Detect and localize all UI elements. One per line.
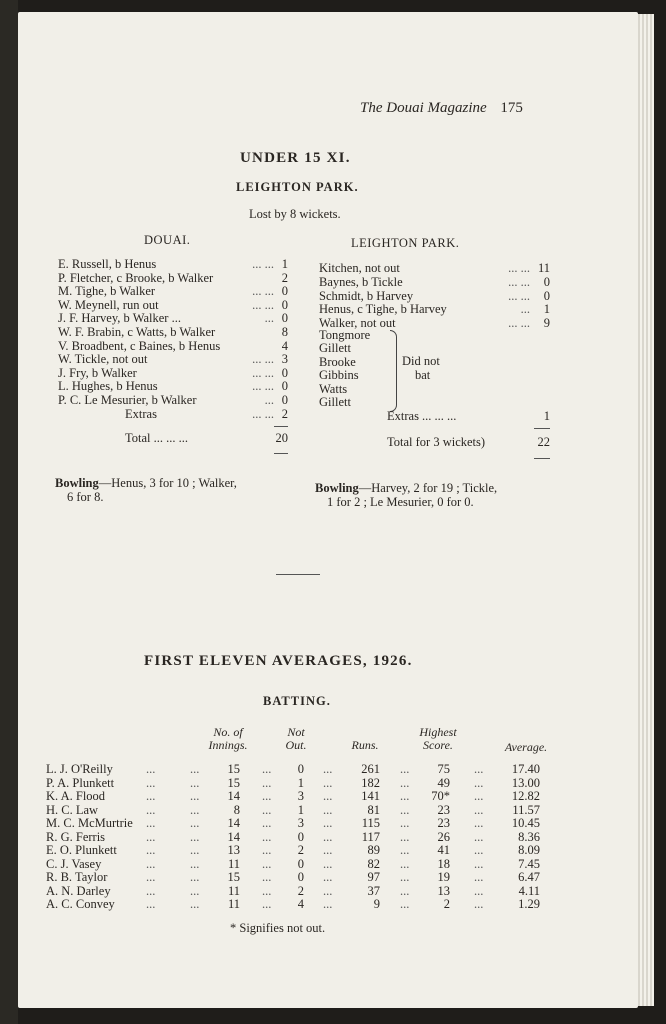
player-name: M. C. McMurtrie	[46, 816, 133, 830]
player-name: P. A. Plunkett	[46, 775, 115, 790]
leader-dots: ...	[323, 843, 333, 857]
cell-innings: 15	[227, 870, 240, 884]
cell-not-out: 0	[297, 762, 304, 776]
leader-dots: ...	[323, 897, 333, 911]
leader-dots: ...	[474, 870, 484, 884]
player-name: C. J. Vasey	[46, 856, 102, 871]
cell-not-out: 4	[297, 897, 304, 911]
batter-name: M. Tighe, b Walker	[58, 284, 156, 299]
leader-dots: ...	[323, 829, 333, 844]
douai-total-label: Total ... ... ...	[125, 431, 189, 445]
leader-dots: ...	[146, 843, 156, 857]
player-name: K. A. Flood	[46, 789, 106, 803]
cell-average: 7.45	[518, 856, 540, 871]
cell-average: 10.45	[511, 816, 540, 830]
leader-dots: ...	[474, 762, 484, 776]
batter-name: Walker, not out	[319, 316, 396, 331]
cell-average: 4.11	[518, 883, 540, 898]
leader-dots: ...	[262, 762, 272, 776]
batter-runs: 8	[281, 325, 288, 339]
batter-runs: 0	[281, 365, 288, 380]
leader-dots: ...	[262, 802, 272, 817]
leighton-extras-label: Extras ... ... ...	[387, 409, 457, 423]
leader-dots: ...	[400, 843, 410, 857]
leader-dots: ...	[190, 802, 200, 817]
leader-dots: ...	[190, 870, 200, 884]
leader-dots: ...	[323, 775, 333, 790]
cell-average: 8.09	[518, 843, 540, 857]
batter-runs: 0	[543, 274, 550, 289]
col-highest-header-1: Highest	[419, 725, 457, 739]
batter-name: W. Meynell, run out	[58, 297, 159, 312]
leader-dots: ...	[400, 802, 410, 817]
leader-dots: ...	[190, 816, 200, 830]
cell-highest: 13	[437, 883, 450, 898]
col-runs-header: Runs.	[351, 738, 379, 752]
leader-dots: ...	[190, 843, 200, 857]
batter-name: L. Hughes, b Henus	[58, 379, 158, 394]
player-name: H. C. Law	[46, 802, 99, 817]
cell-runs: 182	[361, 775, 380, 790]
leader-dots: ...	[190, 897, 200, 911]
cell-innings: 11	[227, 856, 240, 871]
batter-runs: 3	[281, 352, 288, 367]
col-innings-header-2: Innings.	[208, 738, 248, 752]
did-not-bat-name: Tongmore	[319, 328, 371, 342]
leader-dots: ...	[323, 802, 333, 817]
cell-innings: 13	[227, 843, 240, 857]
averages-title: FIRST ELEVEN AVERAGES, 1926.	[144, 653, 413, 669]
bowling-figures-2: 1 for 2 ; Le Mesurier, 0 for 0.	[327, 495, 474, 509]
player-name: R. G. Ferris	[46, 829, 106, 844]
leader-dots: ...	[146, 829, 156, 844]
cell-highest: 23	[437, 802, 450, 817]
did-not-bat-name: Brooke	[319, 354, 356, 369]
player-name: A. C. Convey	[46, 897, 115, 911]
col-innings-header-1: No. of	[213, 725, 243, 739]
leader-dots: ...	[264, 311, 274, 326]
divider	[274, 426, 288, 427]
cell-runs: 9	[373, 897, 380, 911]
cell-average: 12.82	[511, 789, 540, 803]
leader-dots: ...	[190, 762, 200, 776]
leader-dots: ...	[190, 856, 200, 871]
leader-dots: ...	[262, 897, 272, 911]
cell-average: 13.00	[511, 775, 540, 790]
bowling-label: Bowling	[55, 476, 99, 490]
leader-dots: ... ...	[252, 365, 274, 380]
batter-name: Baynes, b Tickle	[319, 274, 403, 289]
leighton-total: 22	[537, 435, 550, 449]
bowling-douai	[55, 476, 237, 504]
leader-dots: ...	[400, 883, 410, 898]
cell-average: 1.29	[518, 897, 540, 911]
leader-dots: ... ...	[252, 406, 274, 421]
batter-runs: 0	[281, 393, 288, 407]
leader-dots: ...	[323, 789, 333, 803]
divider	[534, 458, 550, 459]
leader-dots: ...	[520, 302, 530, 317]
batter-name: E. Russell, b Henus	[58, 257, 157, 271]
leader-dots: ...	[474, 897, 484, 911]
cell-highest: 49	[437, 775, 450, 790]
player-name: A. N. Darley	[46, 883, 111, 898]
cell-not-out: 3	[297, 789, 304, 803]
cell-highest: 23	[437, 816, 450, 830]
did-not-bat-label-2: bat	[415, 368, 431, 382]
batter-runs: 0	[281, 311, 288, 326]
leader-dots: ...	[400, 775, 410, 790]
cell-highest: 75	[437, 762, 450, 776]
cell-runs: 37	[367, 883, 380, 898]
cell-highest: 41	[437, 843, 450, 857]
leader-dots: ...	[146, 897, 156, 911]
leader-dots: ...	[323, 856, 333, 871]
batter-name: P. C. Le Mesurier, b Walker	[58, 393, 197, 407]
leader-dots: ...	[400, 870, 410, 884]
did-not-bat-name: Gillett	[319, 341, 351, 356]
leader-dots: ...	[474, 883, 484, 898]
leighton-extras: 1	[543, 409, 550, 423]
cell-not-out: 1	[297, 802, 304, 817]
col-innings-header	[198, 726, 258, 752]
leader-dots: ... ...	[252, 352, 274, 367]
batter-runs: 0	[281, 284, 288, 299]
cell-average: 8.36	[518, 829, 540, 844]
douai-total: 20	[275, 431, 288, 445]
leader-dots: ...	[264, 393, 274, 407]
divider	[534, 428, 550, 429]
leader-dots: ...	[262, 829, 272, 844]
leader-dots: ...	[262, 870, 272, 884]
running-header	[360, 100, 523, 117]
cell-not-out: 0	[297, 870, 304, 884]
leader-dots: ... ...	[508, 316, 530, 331]
player-name: R. B. Taylor	[46, 870, 108, 884]
cell-innings: 14	[227, 829, 240, 844]
leader-dots: ...	[400, 829, 410, 844]
leader-dots: ... ...	[508, 288, 530, 303]
leader-dots: ... ...	[252, 257, 274, 271]
cell-innings: 15	[227, 775, 240, 790]
leader-dots: ...	[146, 789, 156, 803]
footnote: * Signifies not out.	[230, 921, 326, 935]
did-not-bat-name: Gillett	[319, 395, 351, 409]
batter-name: W. Tickle, not out	[58, 352, 148, 367]
leader-dots: ...	[474, 829, 484, 844]
batter-runs: 1	[281, 257, 288, 271]
cell-highest: 18	[437, 856, 450, 871]
batter-name: Extras	[125, 406, 157, 421]
batting-heading: BATTING.	[263, 694, 331, 708]
batter-runs: 0	[281, 379, 288, 394]
page-edges	[638, 14, 654, 1006]
did-not-bat-name: Gibbins	[319, 368, 359, 383]
match-title: UNDER 15 XI.	[240, 150, 351, 166]
cell-average: 6.47	[518, 870, 540, 884]
leader-dots: ...	[400, 816, 410, 830]
cell-highest: 70*	[431, 789, 450, 803]
bowling-figures: —Harvey, 2 for 19 ; Tickle,	[358, 481, 498, 495]
cell-runs: 82	[367, 856, 380, 871]
cell-innings: 8	[233, 802, 240, 817]
cell-not-out: 0	[297, 829, 304, 844]
batter-name: Henus, c Tighe, b Harvey	[319, 302, 447, 317]
match-result: Lost by 8 wickets.	[249, 207, 341, 221]
leader-dots: ...	[262, 843, 272, 857]
leader-dots: ...	[146, 870, 156, 884]
col-average-header: Average.	[504, 740, 548, 754]
section-divider	[276, 574, 320, 575]
cell-not-out: 0	[297, 856, 304, 871]
brace	[390, 330, 397, 412]
leader-dots: ...	[474, 789, 484, 803]
divider	[274, 453, 288, 454]
leader-dots: ...	[146, 775, 156, 790]
cell-not-out: 2	[297, 883, 304, 898]
cell-runs: 89	[367, 843, 380, 857]
cell-innings: 15	[227, 762, 240, 776]
cell-not-out: 3	[297, 816, 304, 830]
leader-dots: ...	[262, 775, 272, 790]
batter-runs: 11	[537, 261, 550, 275]
page-number: 175	[500, 100, 523, 116]
bowling-label: Bowling	[315, 481, 359, 495]
leader-dots: ...	[474, 802, 484, 817]
cell-average: 11.57	[512, 802, 540, 817]
cell-runs: 115	[361, 816, 380, 830]
batter-runs: 0	[543, 288, 550, 303]
cell-runs: 117	[361, 829, 380, 844]
magazine-title: The Douai Magazine	[360, 100, 487, 116]
cell-runs: 97	[367, 870, 380, 884]
leader-dots: ...	[190, 789, 200, 803]
cell-average: 17.40	[511, 762, 540, 776]
leader-dots: ... ...	[252, 284, 274, 299]
batter-runs: 2	[281, 270, 288, 285]
cell-not-out: 2	[297, 843, 304, 857]
cell-highest: 26	[437, 829, 450, 844]
batter-name: Kitchen, not out	[319, 261, 400, 275]
leader-dots: ... ...	[508, 261, 530, 275]
cell-innings: 11	[227, 883, 240, 898]
leader-dots: ...	[146, 883, 156, 898]
cell-not-out: 1	[297, 775, 304, 790]
leader-dots: ...	[190, 775, 200, 790]
leader-dots: ...	[323, 762, 333, 776]
leader-dots: ...	[474, 775, 484, 790]
bowling-figures-2: 6 for 8.	[67, 490, 104, 504]
leader-dots: ...	[323, 870, 333, 884]
cell-innings: 14	[227, 789, 240, 803]
batter-runs: 1	[543, 302, 550, 317]
batter-runs: 4	[281, 338, 288, 353]
col-notout-header-2: Out.	[285, 738, 307, 752]
cell-highest: 19	[437, 870, 450, 884]
opponent-heading: LEIGHTON PARK.	[236, 180, 359, 194]
bowling-leighton	[315, 481, 497, 509]
batter-runs: 9	[543, 316, 550, 331]
home-team-heading: DOUAI.	[144, 233, 191, 247]
leighton-total-label: Total for 3 wickets)	[387, 435, 486, 449]
player-name: L. J. O'Reilly	[46, 762, 113, 776]
leader-dots: ... ...	[252, 297, 274, 312]
col-notout-header	[276, 726, 316, 752]
leader-dots: ...	[400, 762, 410, 776]
cell-runs: 141	[361, 789, 380, 803]
leader-dots: ...	[146, 856, 156, 871]
leader-dots: ...	[474, 816, 484, 830]
col-highest-header	[410, 726, 466, 752]
book-binding	[0, 0, 18, 1024]
cell-innings: 11	[227, 897, 240, 911]
batter-runs: 2	[281, 406, 288, 421]
cell-runs: 81	[367, 802, 380, 817]
batter-name: J. Fry, b Walker	[58, 365, 137, 380]
batter-name: V. Broadbent, c Baines, b Henus	[58, 338, 221, 353]
did-not-bat-label: Did not	[402, 354, 440, 368]
leader-dots: ...	[146, 762, 156, 776]
did-not-bat-name: Watts	[319, 381, 348, 396]
batter-name: Schmidt, b Harvey	[319, 288, 414, 303]
leader-dots: ...	[323, 883, 333, 898]
leader-dots: ...	[262, 816, 272, 830]
leader-dots: ... ...	[508, 274, 530, 289]
batter-name: P. Fletcher, c Brooke, b Walker	[58, 270, 214, 285]
cell-runs: 261	[361, 762, 380, 776]
leader-dots: ...	[190, 829, 200, 844]
book-page	[18, 12, 638, 1008]
leader-dots: ...	[262, 856, 272, 871]
leader-dots: ...	[400, 897, 410, 911]
leader-dots: ...	[190, 883, 200, 898]
away-team-heading: LEIGHTON PARK.	[351, 236, 460, 250]
bowling-figures: —Henus, 3 for 10 ; Walker,	[98, 476, 237, 490]
col-notout-header-1: Not	[287, 725, 305, 739]
leader-dots: ...	[146, 802, 156, 817]
batter-name: J. F. Harvey, b Walker ...	[58, 311, 181, 326]
col-highest-header-2: Score.	[423, 738, 453, 752]
leader-dots: ...	[323, 816, 333, 830]
batter-name: W. F. Brabin, c Watts, b Walker	[58, 325, 216, 339]
leader-dots: ...	[262, 789, 272, 803]
leader-dots: ...	[474, 856, 484, 871]
leader-dots: ...	[400, 789, 410, 803]
cell-highest: 2	[443, 897, 450, 911]
leader-dots: ...	[262, 883, 272, 898]
batter-runs: 0	[281, 297, 288, 312]
leader-dots: ...	[474, 843, 484, 857]
leader-dots: ... ...	[252, 379, 274, 394]
player-name: E. O. Plunkett	[46, 843, 117, 857]
cell-innings: 14	[227, 816, 240, 830]
leader-dots: ...	[400, 856, 410, 871]
leader-dots: ...	[146, 816, 156, 830]
